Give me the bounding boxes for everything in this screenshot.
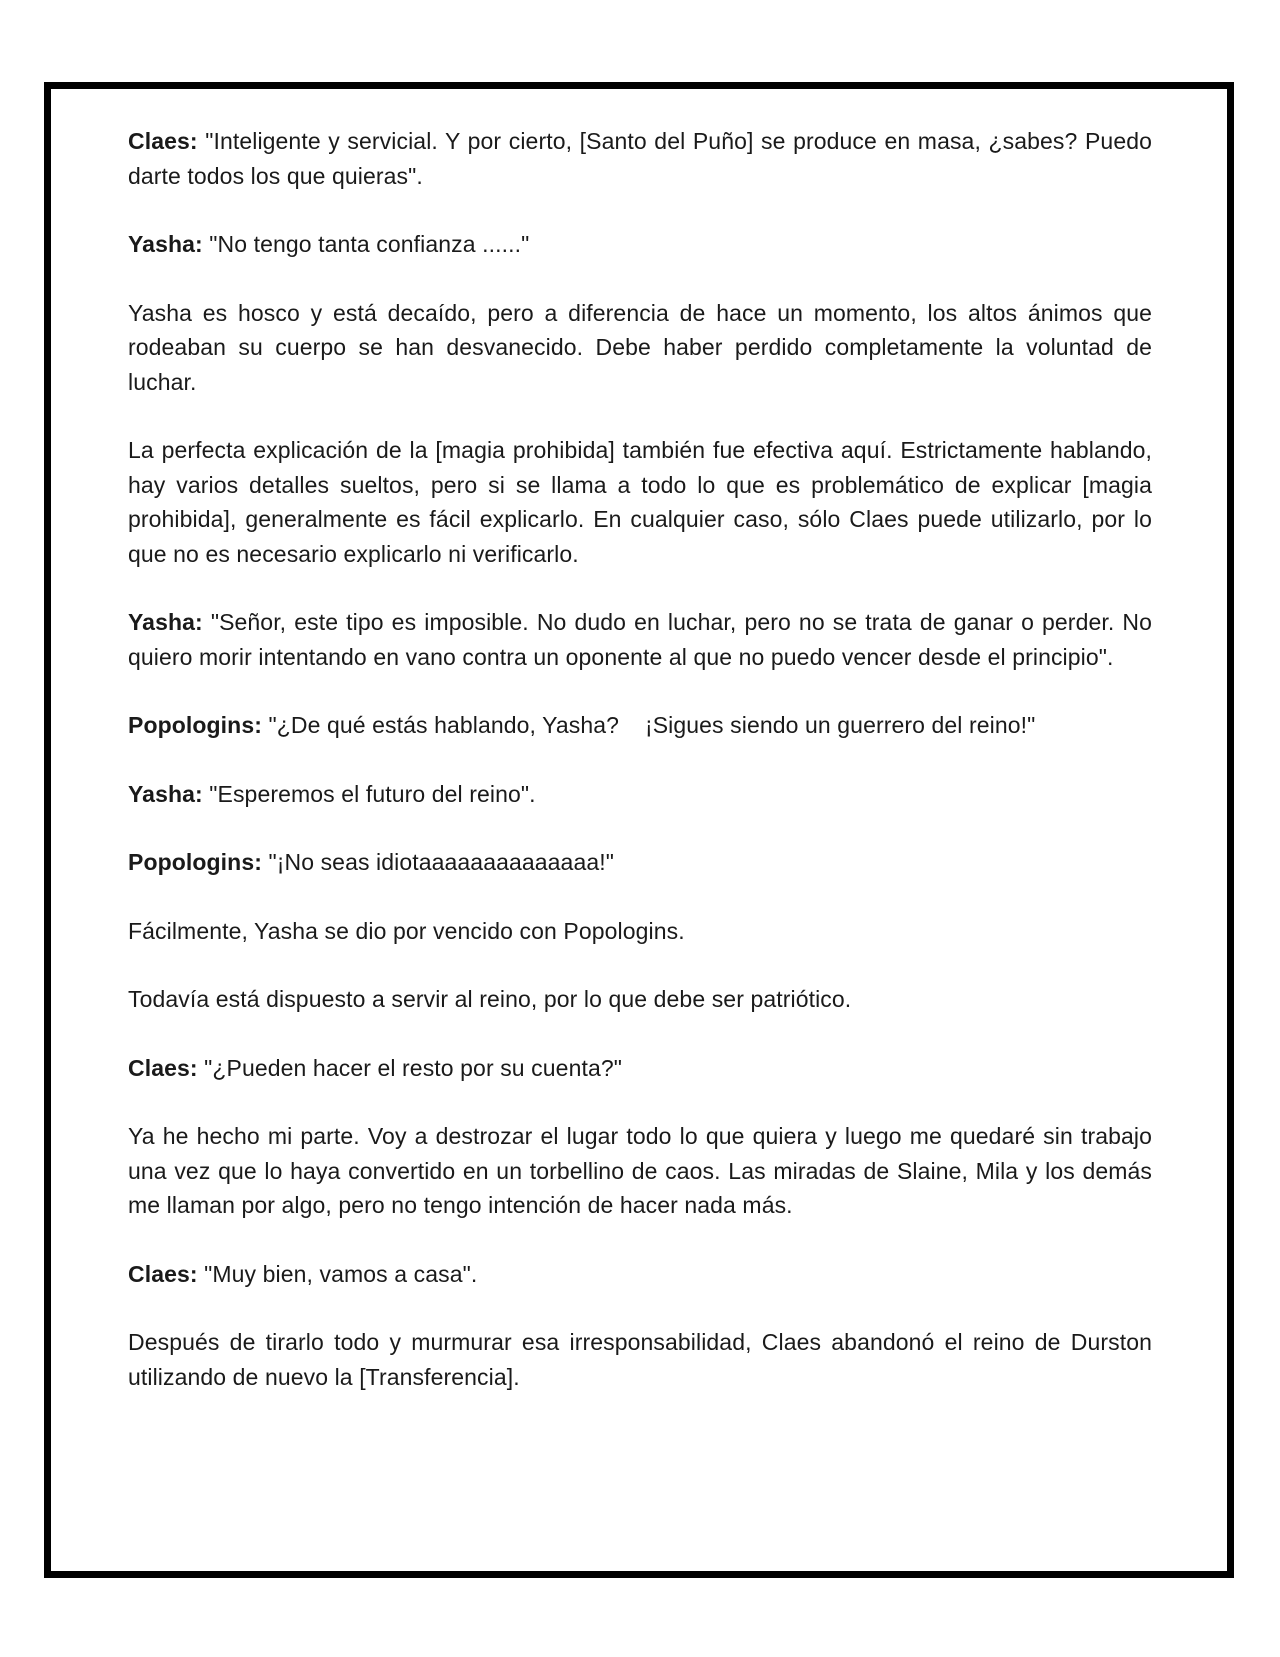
paragraph-text: "Muy bien, vamos a casa".: [197, 1260, 478, 1287]
paragraph-9: [128, 914, 1152, 949]
paragraph-text: Fácilmente, Yasha se dio por vencido con Popologins.: [128, 917, 685, 944]
paragraph-text: Después de tirarlo todo y murmurar esa irresponsabilidad, Claes abandonó el reino de Durston utilizando de nuevo la [Transferencia].: [128, 1329, 1152, 1390]
paragraph-6: [128, 708, 1152, 743]
speaker-label: Popologins:: [128, 712, 262, 738]
speaker-label: Claes:: [128, 128, 198, 154]
speaker-label: Yasha:: [128, 609, 203, 635]
paragraph-text: La perfecta explicación de la [magia prohibida] también fue efectiva aquí. Estrictamente hablando, hay varios detalles sueltos, pero si se llama a todo lo que es problemático de explicar [magia prohibida], generalmente es fácil explicarlo. En cualquier caso, sólo Claes puede utilizarlo, por lo que no es necesario explicarlo ni verificarlo.: [128, 437, 1152, 567]
paragraph-4: [128, 433, 1152, 571]
paragraph-13: [128, 1257, 1152, 1292]
paragraph-text: "¡No seas idiotaaaaaaaaaaaaaa!": [261, 849, 614, 875]
paragraph-5: [128, 605, 1152, 674]
paragraph-2: [128, 227, 1152, 262]
speaker-label: Claes:: [128, 1260, 198, 1287]
document-body: [128, 124, 1152, 1428]
paragraph-text: "Inteligente y servicial. Y por cierto, [Santo del Puño] se produce en masa, ¿sabes? Puedo darte todos los que quieras".: [128, 128, 1152, 189]
paragraph-text: Todavía está dispuesto a servir al reino, por lo que debe ser patriótico.: [128, 986, 852, 1012]
speaker-label: Popologins:: [128, 849, 262, 875]
paragraph-text: Ya he hecho mi parte. Voy a destrozar el lugar todo lo que quiera y luego me quedaré sin trabajo una vez que lo haya convertido en un torbellino de caos. Las miradas de Slaine, Mila y los demás me llaman por algo, pero no tengo intención de hacer nada más.: [128, 1123, 1152, 1218]
paragraph-7: [128, 777, 1152, 812]
paragraph-text: "¿Pueden hacer el resto por su cuenta?": [197, 1054, 622, 1081]
paragraph-8: [128, 845, 1152, 880]
speaker-label: Yasha:: [128, 780, 203, 807]
paragraph-10: [128, 982, 1152, 1017]
paragraph-text: "Esperemos el futuro del reino".: [202, 780, 536, 807]
paragraph-14: [128, 1325, 1152, 1394]
speaker-label: Yasha:: [128, 231, 203, 257]
paragraph-text: "¿De qué estás hablando, Yasha? ¡Sigues siendo un guerrero del reino!": [261, 712, 1036, 738]
paragraph-12: [128, 1119, 1152, 1223]
paragraph-3: [128, 296, 1152, 400]
paragraph-1: [128, 124, 1152, 193]
paragraph-text: "No tengo tanta confianza ......": [202, 231, 530, 257]
paragraph-11: [128, 1051, 1152, 1086]
paragraph-text: "Señor, este tipo es imposible. No dudo en luchar, pero no se trata de ganar o perder. No quiero morir intentando en vano contra un oponente al que no puedo vencer desde el principio".: [128, 609, 1152, 670]
speaker-label: Claes:: [128, 1054, 198, 1081]
paragraph-text: Yasha es hosco y está decaído, pero a diferencia de hace un momento, los altos ánimos que rodeaban su cuerpo se han desvanecido. Debe haber perdido completamente la voluntad de luchar.: [128, 299, 1152, 395]
